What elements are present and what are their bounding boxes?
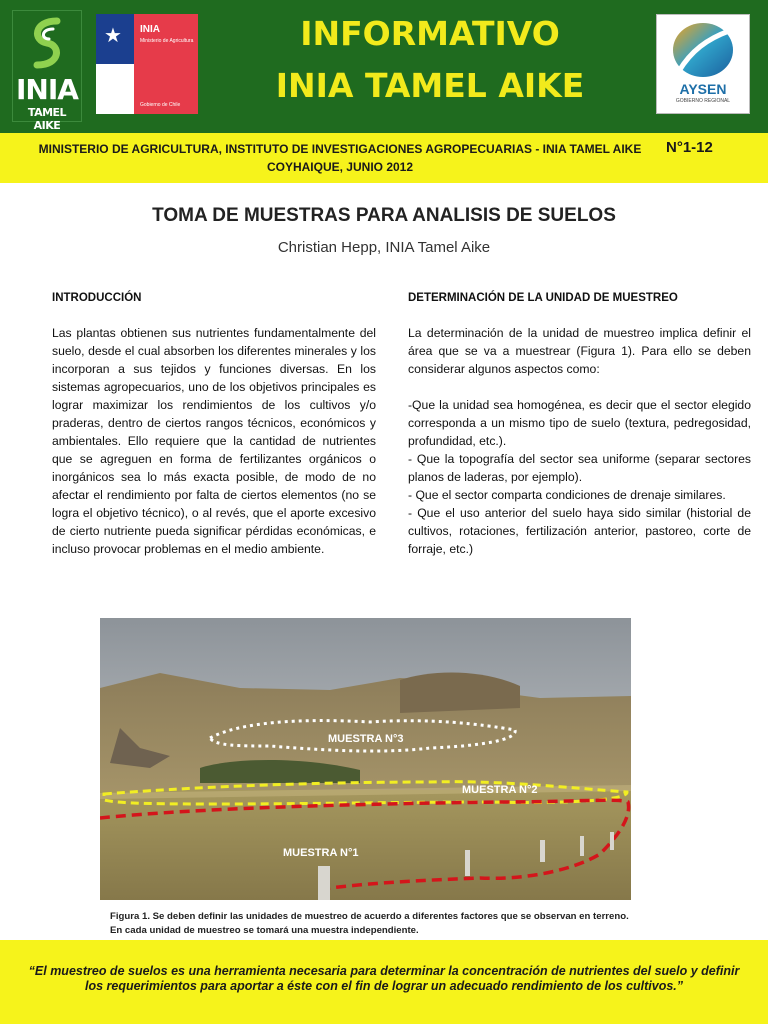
star-icon: ★ [104, 25, 122, 47]
inia-logo-text: INIA [16, 73, 78, 106]
ministry-gov: Gobierno de Chile [140, 102, 181, 108]
caption-line-1: Figura 1. Se deben definir las unidades de muestreo de acuerdo a diferentes factores que se observan en terreno. [110, 911, 629, 922]
fence-post [465, 850, 470, 876]
label-muestra-3: MUESTRA N°3 [328, 733, 404, 745]
fence-post [610, 832, 614, 850]
label-muestra-1: MUESTRA N°1 [283, 847, 359, 859]
article-author: Christian Hepp, INIA Tamel Aike [277, 239, 491, 256]
fence-post [540, 840, 545, 862]
intro-body: Las plantas obtienen sus nutrientes fundamentalmente del suelo, desde el cual absorben los diferentes minerales y los incorporan a sus tejidos y funciones diversas. En los sistemas agropecuarios, uno de los objetivos principales es lograr maximizar los rendimientos de los cultivos y/o praderas, dentro de ciertos rangos técnicos, económicos y ambientales. Ello requiere que la cantidad de nutrientes que se agreguen en forma de fertilizantes orgánicos o inorgánicos sea lo más exacta posible, de modo de no afectar el rendimiento por falta de ciertos elementos (no se logra el objetivo técnico), o al revés, que el aporte excesivo de cierto nutriente pueda significar pérdidas económicas, e incluso provocar problemas en el medio ambiente. [52, 326, 376, 556]
inia-logo-subtext: TAMEL AIKE [27, 106, 67, 132]
list-item: - Que la topografía del sector sea uniforme (separar sectores planos de laderas, por ejemplo). [408, 452, 751, 484]
fence-post [318, 866, 330, 900]
intro-heading: INTRODUCCIÓN [52, 292, 142, 304]
list-item: -Que la unidad sea homogénea, es decir que el sector elegido corresponda a un mismo tipo de suelo (textura, pedregosidad, profundidad, etc.). [408, 398, 751, 448]
ministry-logo [96, 14, 198, 114]
aysen-name: AYSEN [679, 81, 727, 97]
unit-criteria-list [408, 396, 751, 558]
info-band [0, 133, 768, 183]
header [0, 0, 768, 133]
header-title-1: INFORMATIVO [300, 14, 560, 53]
ministry-brand: INIA [140, 24, 160, 35]
band-ministry: MINISTERIO DE AGRICULTURA, INSTITUTO DE INVESTIGACIONES AGROPECUARIAS - INIA TAMEL AIKE [38, 142, 642, 156]
aysen-logo [656, 14, 750, 114]
list-item: - Que el uso anterior del suelo haya sido similar (historial de cultivos, rotaciones, fertilización anterior, pastoreo, corte de forraje, etc.) [408, 506, 751, 556]
figure-caption [110, 910, 690, 938]
figure-1-photo [100, 618, 631, 900]
pull-quote: “El muestreo de suelos es una herramienta necesaria para determinar la concentración de nutrientes del suelo y definir los requerimientos para aportar a éste con el fin de lograr un adecuado rendimiento de los cultivos.” [28, 964, 740, 993]
unit-section [408, 324, 751, 558]
header-title-2: INIA TAMEL AIKE [275, 66, 585, 105]
aysen-mark-icon [671, 21, 735, 79]
unit-intro: La determinación de la unidad de muestreo implica definir el área que se va a muestrear (Figura 1). Para ello se deben considerar algunos aspectos como: [408, 326, 751, 376]
article-title: TOMA DE MUESTRAS PARA ANALISIS DE SUELOS [152, 205, 616, 226]
caption-line-2: En cada unidad de muestreo se tomará una muestra independiente. [110, 925, 419, 936]
inia-logo [12, 10, 82, 132]
aysen-gov: GOBIERNO REGIONAL [675, 98, 731, 104]
quote-band [0, 940, 768, 1024]
ministry-subtitle: Ministerio de Agricultura [140, 38, 194, 44]
band-location-date: COYHAIQUE, JUNIO 2012 [266, 160, 414, 174]
list-item: - Que el sector comparta condiciones de drenaje similares. [408, 488, 726, 502]
fence-post [580, 836, 584, 856]
issue-number: N°1-12 [666, 139, 713, 156]
unit-heading: DETERMINACIÓN DE LA UNIDAD DE MUESTREO [408, 292, 678, 304]
inia-swirl-icon [23, 15, 71, 71]
pasture [100, 790, 631, 900]
label-muestra-2: MUESTRA N°2 [462, 784, 538, 796]
